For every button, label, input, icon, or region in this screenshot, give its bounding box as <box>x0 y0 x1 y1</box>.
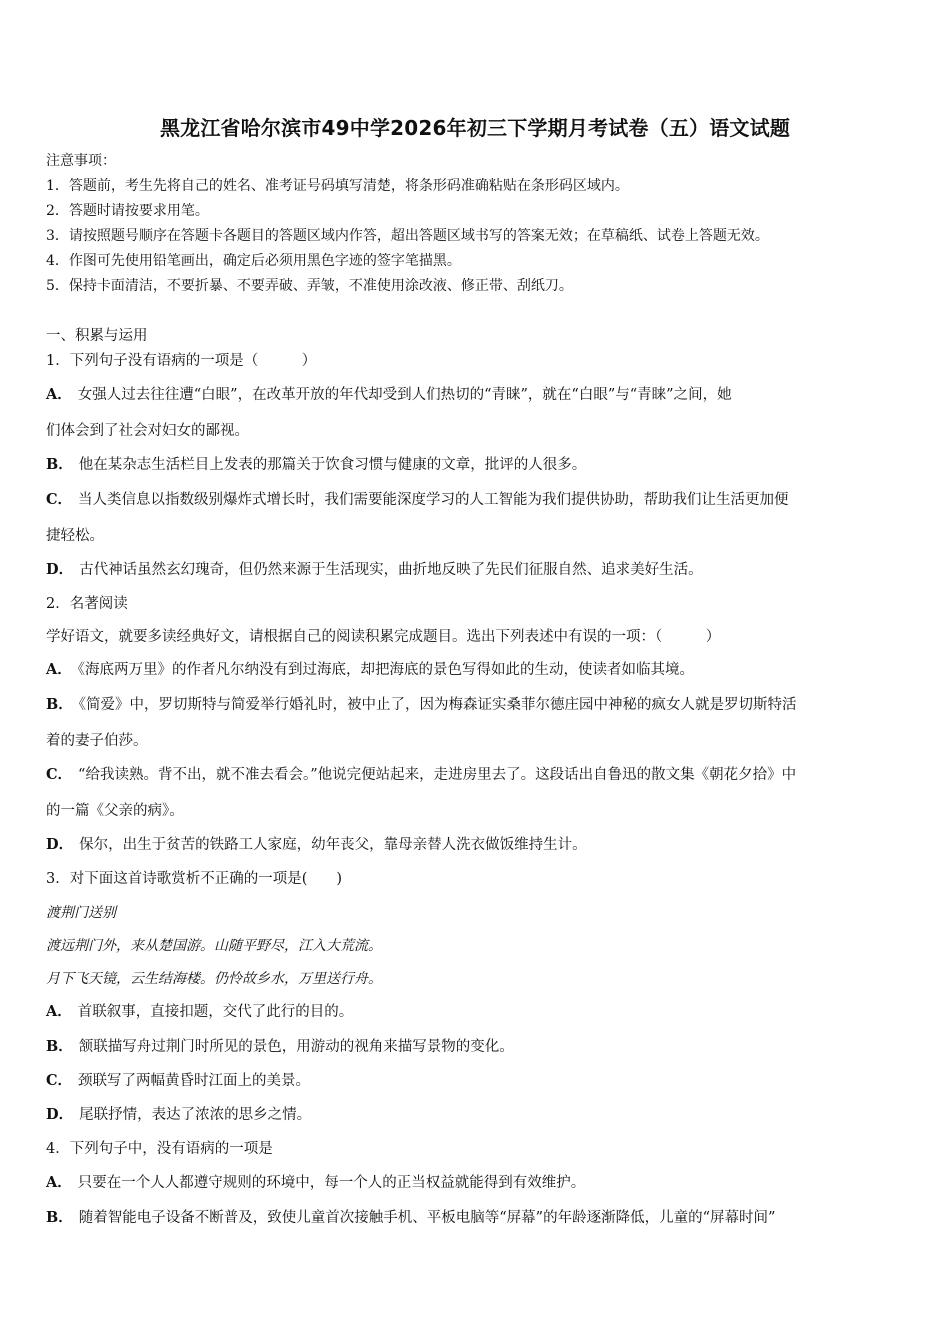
option-text: 颈联写了两幅黄昏时江面上的美景。 <box>78 1073 311 1089</box>
q2-option-b <box>46 695 797 715</box>
option-label: D． <box>46 561 74 578</box>
note-item: 4．作图可先使用铅笔画出，确定后必须用黑色字迹的签字笔描黑。 <box>46 253 461 269</box>
option-label: A． <box>46 1003 72 1020</box>
option-text: 随着智能电子设备不断普及，致使儿童首次接触手机、平板电脑等“屏幕”的年龄逐渐降低，儿童的“屏幕时间” <box>78 1210 776 1226</box>
option-label: B． <box>46 456 73 473</box>
q1-option-c-cont: 捷轻松。 <box>46 528 104 544</box>
note-item: 2．答题时请按要求用笔。 <box>46 203 209 219</box>
q1-option-a-cont: 们体会到了社会对妇女的鄙视。 <box>46 423 249 439</box>
option-text: 首联叙事，直接扣题，交代了此行的目的。 <box>77 1004 354 1020</box>
option-label: B． <box>46 1209 73 1226</box>
q3-option-a <box>46 1002 353 1022</box>
option-label: A． <box>46 661 72 678</box>
option-label: C． <box>46 1072 73 1089</box>
option-label: D． <box>46 836 74 853</box>
note-item: 3．请按照题号顺序在答题卡各题目的答题区域内作答，超出答题区域书写的答案无效；在草稿纸、试卷上答题无效。 <box>46 228 769 244</box>
q1-option-b <box>46 455 586 475</box>
option-text: 《简爱》中，罗切斯特与简爱举行婚礼时，被中止了，因为梅森证实桑菲尔德庄园中神秘的疯女人就是罗切斯特活 <box>78 697 797 713</box>
option-text: 只要在一个人人都遵守规则的环境中，每一个人的正当权益就能得到有效维护。 <box>77 1175 586 1191</box>
note-item: 1．答题前，考生先将自己的姓名、准考证号码填写清楚，将条形码准确粘贴在条形码区域内。 <box>46 178 629 194</box>
option-label: B． <box>46 1038 73 1055</box>
note-item: 5．保持卡面清洁，不要折暴、不要弄破、弄皱，不准使用涂改液、修正带、刮纸刀。 <box>46 278 573 294</box>
poem-title: 渡荆门送别 <box>46 905 116 921</box>
q2-option-d <box>46 835 587 855</box>
notes-heading: 注意事项： <box>46 153 116 169</box>
option-text: 古代神话虽然玄幻瑰奇，但仍然来源于生活现实，曲折地反映了先民们征服自然、追求美好生活。 <box>79 562 703 578</box>
option-text: 《海底两万里》的作者凡尔纳没有到过海底，却把海底的景色写得如此的生动，使读者如临其境。 <box>77 662 695 678</box>
option-text: 颔联描写舟过荆门时所见的景色，用游动的视角来描写景物的变化。 <box>78 1039 514 1055</box>
option-label: B． <box>46 696 73 713</box>
q3-option-c <box>46 1071 310 1091</box>
q1-option-d <box>46 560 703 580</box>
option-text: 当人类信息以指数级别爆炸式增长时，我们需要能深度学习的人工智能为我们提供协助，帮助我们让生活更加便 <box>78 492 789 508</box>
q1-option-c <box>46 490 789 510</box>
q3-option-b <box>46 1037 514 1057</box>
section-heading: 一、积累与运用 <box>46 328 148 344</box>
q4-option-b <box>46 1208 775 1228</box>
question-1-stem: 1．下列句子没有语病的一项是（ ） <box>46 353 317 369</box>
option-text: “给我读熟。背不出，就不准去看会。”他说完便站起来，走进房里去了。这段话出自鲁迅的散文集《朝花夕拾》中 <box>78 767 797 783</box>
question-2-stem: 2．名著阅读 <box>46 596 128 612</box>
option-label: A． <box>46 1174 72 1191</box>
q2-option-a <box>46 660 694 680</box>
option-text: 女强人过去往往遭“白眼”，在改革开放的年代却受到人们热切的“青睐”，就在“白眼”与“青睐”之间，她 <box>77 387 732 403</box>
q1-option-a <box>46 385 732 405</box>
q2-intro: 学好语文，就要多读经典好文，请根据自己的阅读积累完成题目。选出下列表述中有误的一项：（ ） <box>46 629 721 645</box>
q4-option-a <box>46 1173 585 1193</box>
option-label: A． <box>46 386 72 403</box>
question-4-stem: 4．下列句子中，没有语病的一项是 <box>46 1141 273 1157</box>
question-3-stem: 3．对下面这首诗歌赏析不正确的一项是( ) <box>46 871 343 887</box>
poem-line: 渡远荆门外，来从楚国游。山随平野尽，江入大荒流。 <box>46 938 382 954</box>
q2-option-c <box>46 765 796 785</box>
option-label: C． <box>46 766 73 783</box>
poem-line: 月下飞天镜，云生结海楼。仍怜故乡水，万里送行舟。 <box>46 971 382 987</box>
option-label: C． <box>46 491 73 508</box>
option-text: 他在某杂志生活栏目上发表的那篇关于饮食习惯与健康的文章，批评的人很多。 <box>78 457 587 473</box>
option-label: D． <box>46 1106 74 1123</box>
option-text: 保尔，出生于贫苦的铁路工人家庭，幼年丧父，靠母亲替人洗衣做饭维持生计。 <box>79 837 587 853</box>
option-text: 尾联抒情，表达了浓浓的思乡之情。 <box>79 1107 312 1123</box>
page-title: 黑龙江省哈尔滨市49中学2026年初三下学期月考试卷（五）语文试题 <box>159 116 791 140</box>
q2-option-b-cont: 着的妻子伯莎。 <box>46 733 148 749</box>
q3-option-d <box>46 1105 311 1125</box>
q2-option-c-cont: 的一篇《父亲的病》。 <box>46 803 184 819</box>
